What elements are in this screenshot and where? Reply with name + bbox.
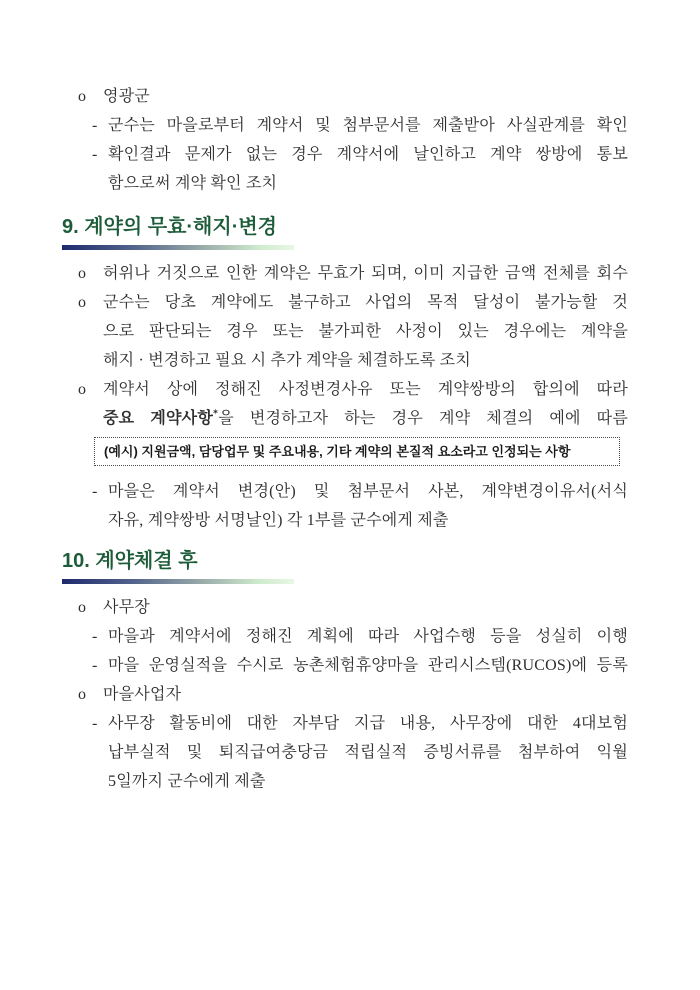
section-9-underline — [62, 245, 294, 250]
line-text: 확인결과 문제가 없는 경우 계약서에 날인하고 계약 쌍방에 통보 — [108, 146, 628, 163]
line-text: 납부실적 및 퇴직급여충당금 적립실적 증빙서류를 첨부하여 익월 — [108, 744, 628, 761]
line-text: 으로 판단되는 경우 또는 불가피한 사정이 있는 경우에는 계약을 — [103, 323, 628, 340]
doc-line — [0, 288, 700, 317]
line-text: 마을과 계약서에 정해진 계획에 따라 사업수행 등을 성실히 이행 — [108, 628, 628, 645]
doc-line — [0, 82, 700, 111]
line-text: 계약서 상에 정해진 사정변경사유 또는 계약쌍방의 합의에 따라 — [103, 381, 628, 398]
doc-line — [0, 375, 700, 404]
important-contract-term: 중요 계약사항 — [103, 410, 213, 427]
dash-bullet-marker: - — [92, 715, 98, 732]
doc-line — [0, 404, 700, 433]
circle-bullet-marker: o — [78, 265, 87, 282]
doc-line — [0, 709, 700, 738]
dash-bullet-marker: - — [92, 628, 98, 645]
line-text: 마을 운영실적을 수시로 농촌체험휴양마을 관리시스템(RUCOS)에 등록 — [108, 657, 628, 674]
doc-line — [0, 738, 700, 767]
doc-line — [0, 622, 700, 651]
circle-bullet-marker: o — [78, 88, 87, 105]
circle-bullet-marker: o — [78, 294, 87, 311]
line-text: 사무장 활동비에 대한 자부담 지급 내용, 사무장에 대한 4대보험 — [108, 715, 628, 732]
section-10-underline — [62, 579, 294, 584]
doc-line — [0, 140, 700, 169]
doc-line — [0, 651, 700, 680]
doc-line — [0, 259, 700, 288]
doc-line — [0, 346, 700, 375]
line-text: 군수는 당초 계약에도 불구하고 사업의 목적 달성이 불가능할 것 — [103, 294, 628, 311]
doc-line — [0, 317, 700, 346]
line-text: 마을은 계약서 변경(안) 및 첨부문서 사본, 계약변경이유서(서식 — [108, 483, 628, 500]
doc-line — [0, 680, 700, 709]
doc-line — [0, 477, 700, 506]
dash-bullet-marker: - — [92, 146, 98, 163]
doc-line — [0, 767, 700, 796]
line-text: 5일까지 군수에게 제출 — [108, 773, 266, 790]
example-note-box: (예시) 지원금액, 담당업무 및 주요내용, 기타 계약의 본질적 요소라고 인정되는 사항 — [94, 437, 620, 466]
circle-bullet-marker: o — [78, 686, 87, 703]
line-text: 사무장 — [103, 599, 150, 616]
section-10-heading: 10. 계약체결 후 — [62, 550, 198, 572]
line-text: 자유, 계약쌍방 서명날인) 각 1부를 군수에게 제출 — [108, 512, 449, 529]
line-text: 군수는 마을로부터 계약서 및 첨부문서를 제출받아 사실관계를 확인 — [108, 117, 628, 134]
footnote-asterisk: * — [212, 408, 219, 420]
dash-bullet-marker: - — [92, 483, 98, 500]
dash-bullet-marker: - — [92, 657, 98, 674]
line-text: 마을사업자 — [103, 686, 182, 703]
doc-line — [0, 169, 700, 198]
circle-bullet-marker: o — [78, 381, 87, 398]
line-text: 을 변경하고자 하는 경우 계약 체결의 예에 따름 — [218, 410, 628, 427]
dash-bullet-marker: - — [92, 117, 98, 134]
doc-line — [0, 506, 700, 535]
section-9-heading: 9. 계약의 무효·해지·변경 — [62, 216, 277, 238]
circle-bullet-marker: o — [78, 599, 87, 616]
line-text: 해지 · 변경하고 필요 시 추가 계약을 체결하도록 조치 — [103, 352, 471, 369]
line-text: 함으로써 계약 확인 조치 — [108, 175, 278, 192]
doc-line — [0, 593, 700, 622]
line-text: 영광군 — [103, 88, 150, 105]
doc-line — [0, 111, 700, 140]
line-text: 허위나 거짓으로 인한 계약은 무효가 되며, 이미 지급한 금액 전체를 회수 — [103, 265, 628, 282]
